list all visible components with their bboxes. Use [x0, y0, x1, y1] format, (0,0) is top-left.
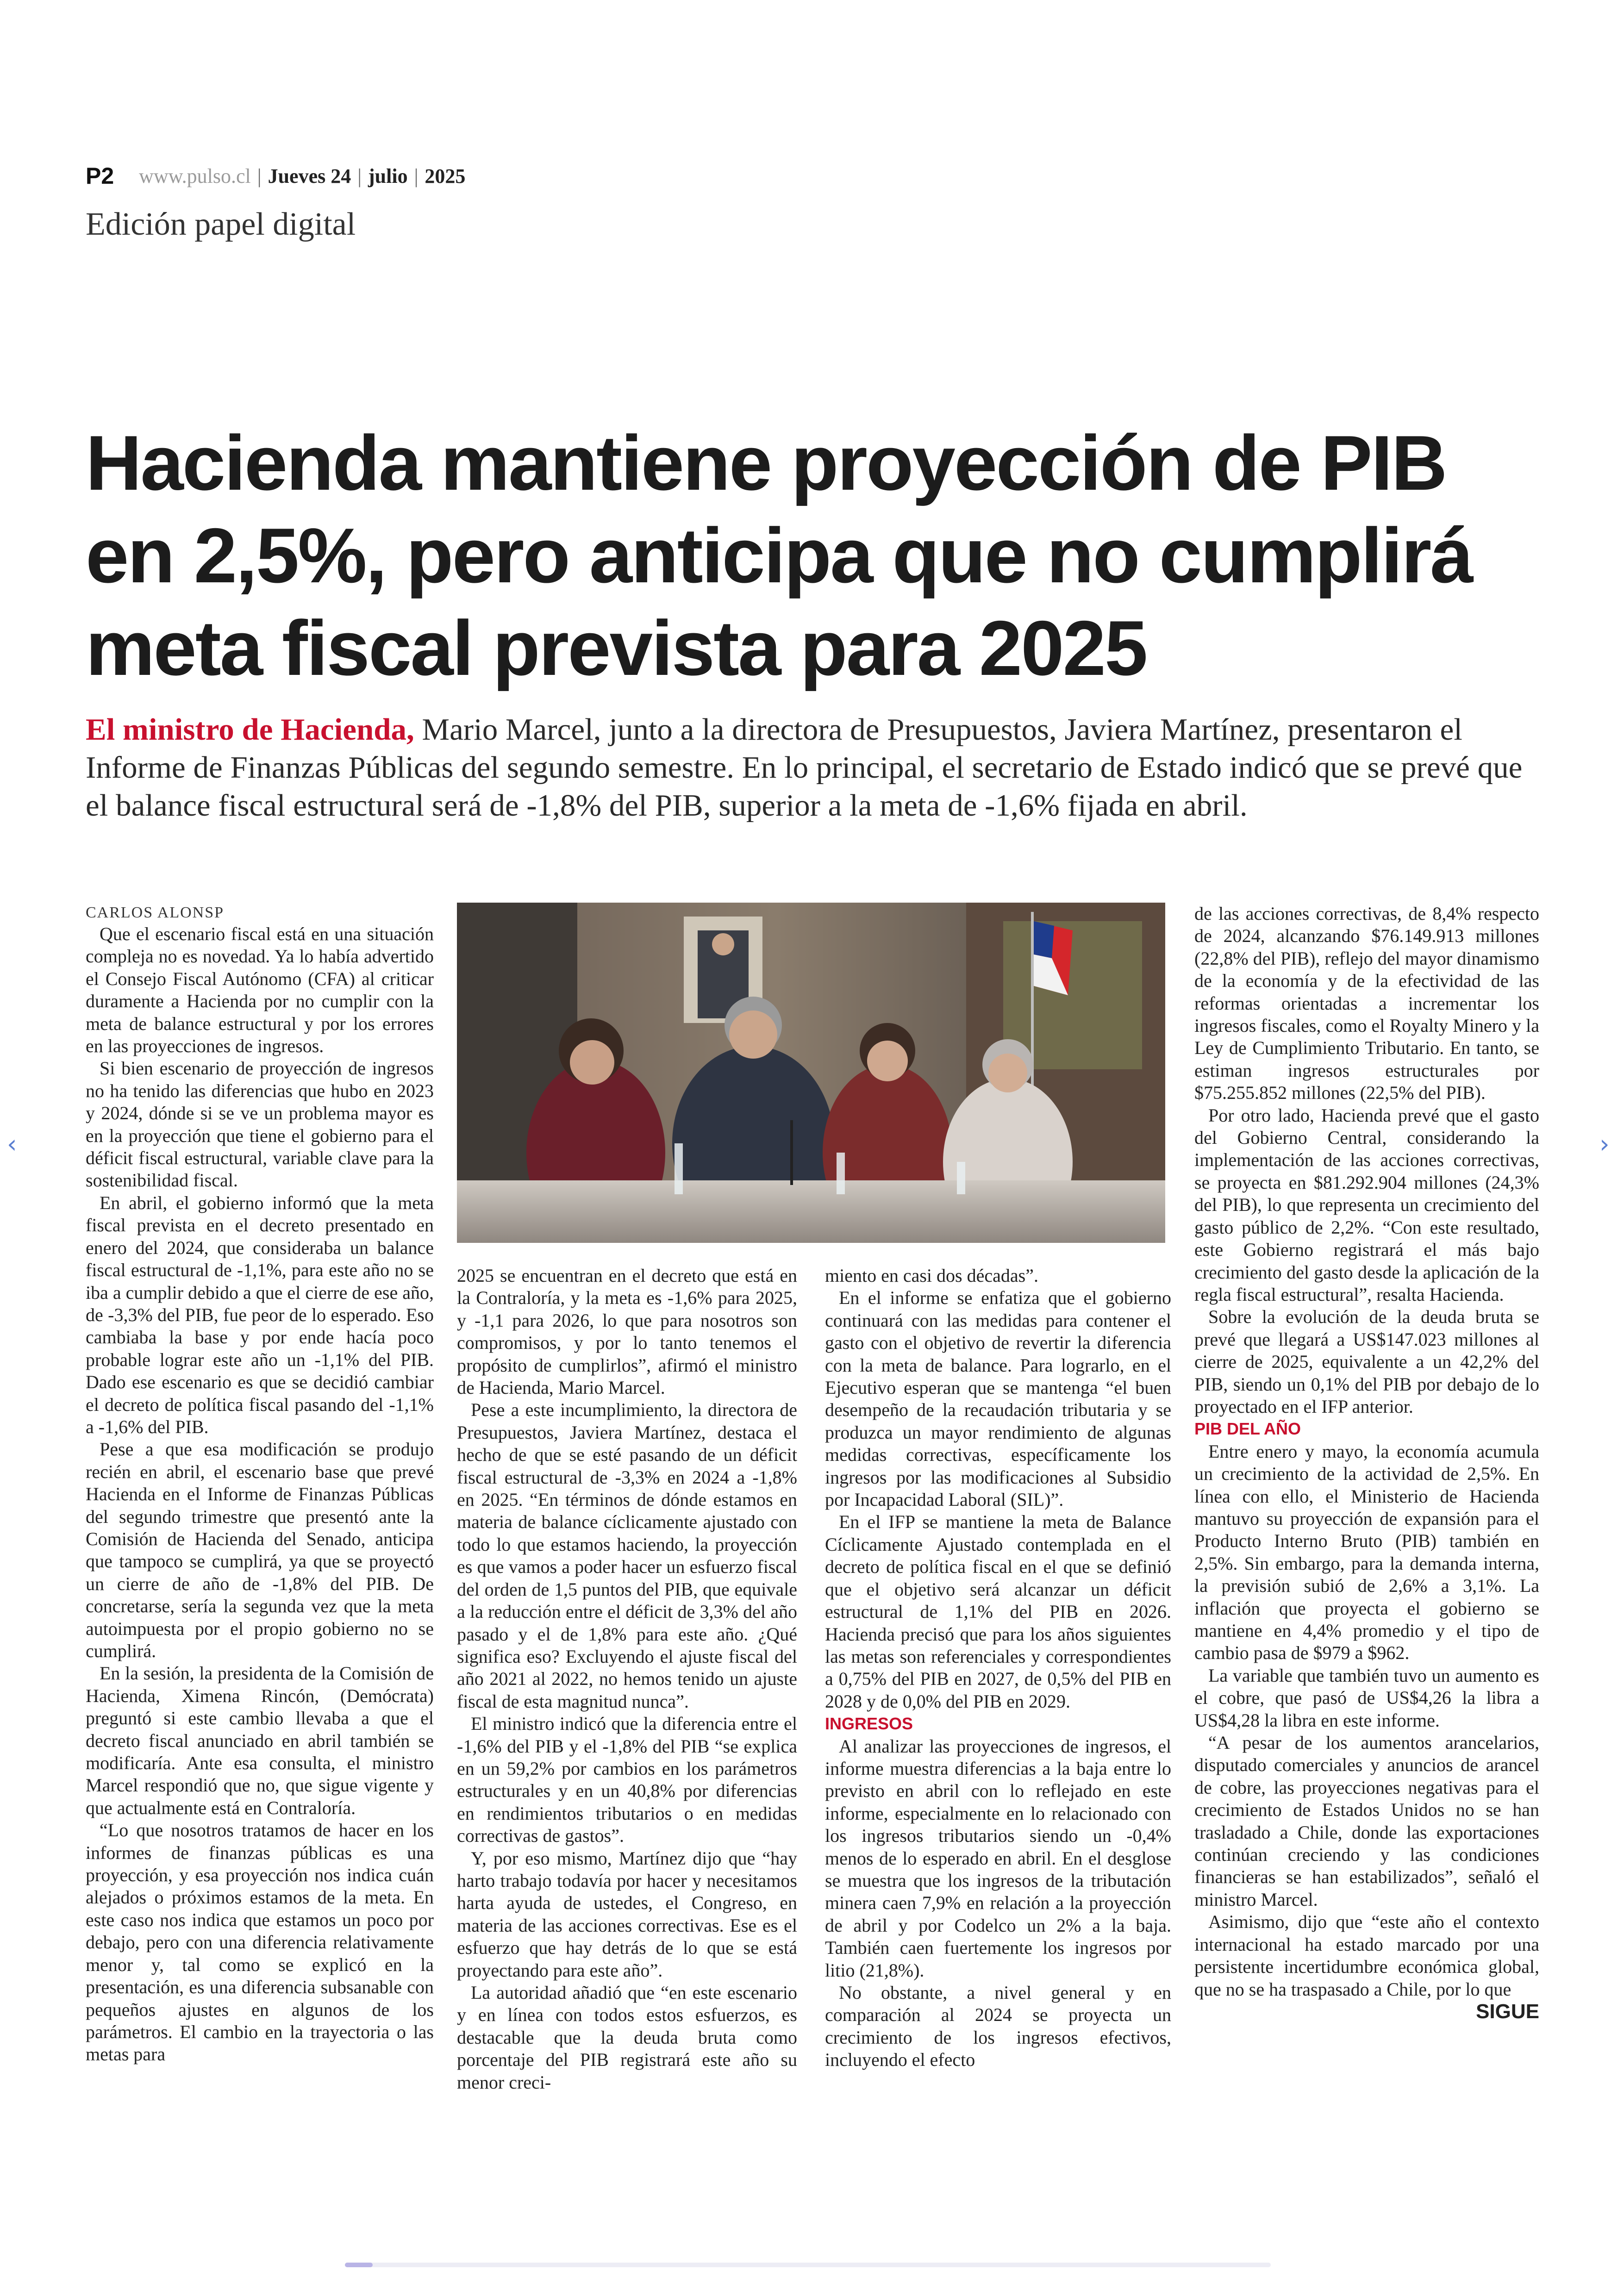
chevron-right-icon: ›	[1599, 1129, 1610, 1159]
paragraph: Pese a que esa modificación se produjo recién en abril, el escenario base que prevé Hacienda en el Informe de Finanzas Públicas del segundo trimestre que presentó ante la Comisión de Hacienda del Senado, anticipa que tampoco se cumplirá, ya que se proyectó un cierre de año de -1,8% del PIB. De concretarse, sería la segunda vez que la meta autoimpuesta por el propio gobierno no se cumplirá.	[86, 1439, 434, 1661]
date-year: 2025	[425, 164, 466, 187]
section-subhead: PIB DEL AÑO	[1194, 1419, 1301, 1439]
paragraph: 2025 se encuentran en el decreto que está en la Contraloría, y la meta es -1,6% para 2025, y -1,1 para 2026, lo que para nosotros son compromisos, y por lo tanto tenemos el propósito de cumplirlos”, afirmó el ministro de Hacienda, Mario Marcel.	[457, 1265, 797, 1398]
paragraph: “A pesar de los aumentos arancelarios, disputado comerciales y anuncios de arancel de cobre, las proyecciones negativas para el crecimiento de Estados Unidos no se han trasladado a Chile, donde las exportaciones continúan creciendo y las condiciones financieras se han estabilizados”, señaló el ministro Marcel.	[1194, 1732, 1539, 1910]
paragraph: La variable que también tuvo un aumento es el cobre, que pasó de US$4,26 la libra a US$4,28 la libra en este informe.	[1194, 1665, 1539, 1731]
page-progress-fill	[345, 2263, 373, 2267]
page-progress-bar[interactable]	[345, 2263, 1271, 2267]
paragraph: de las acciones correctivas, de 8,4% respecto de 2024, alcanzando $76.149.913 millones (22,8% del PIB), reflejo del mayor dinamismo de la economía y de la efectividad de las reformas orientadas a incrementar los ingresos fiscales, como el Royalty Minero y la Ley de Cumplimiento Tributario. En tanto, se estiman ingresos estructurales por $75.255.852 millones (22,5% del PIB).	[1194, 903, 1539, 1104]
column-1	[86, 903, 434, 2066]
chevron-left-icon: ‹	[7, 1129, 17, 1159]
column-2	[457, 1265, 797, 2094]
paragraph: En el IFP se mantiene la meta de Balance Cíclicamente Ajustado contemplada en el decreto de política fiscal en el que se definió que el objetivo será alcanzar un déficit estructural de 1,1% del PIB en 2026. Hacienda precisó que para los años siguientes las metas son referenciales y correspondientes a 0,75% del PIB en 2027, de 0,5% del PIB en 2028 y de 0,0% del PIB en 2029.	[825, 1511, 1171, 1712]
separator: |	[357, 164, 362, 187]
date-month: julio	[368, 164, 408, 187]
news-photo	[457, 903, 1165, 1243]
byline: CARLOS ALONSP	[86, 904, 225, 921]
paragraph: Pese a este incumplimiento, la directora de Presupuestos, Javiera Martínez, destaca el hecho de que se esté pasando de un déficit fiscal estructural de -3,3% en 2024 a -1,8% en 2025. “En términos de dónde estamos en materia de balance cíclicamente ajustado con todo lo que estamos haciendo, la proyección es que vamos a poder hacer un esfuerzo fiscal del orden de 1,5 puntos del PIB, que equivale a la reducción entre el déficit de 3,3% del año pasado y el de 1,8% para este año. ¿Qué significa eso? Excluyendo el ajuste fiscal del año 2021 al 2022, no hemos tenido un ajuste fiscal de esta magnitud nunca”.	[457, 1399, 797, 1712]
paragraph: Al analizar las proyecciones de ingresos, el informe muestra diferencias a la baja entre lo previsto en abril con lo reflejado en este informe, especialmente en lo relacionado con los ingresos tributarios siendo un -0,4% menos de lo esperado en abril. En el desglose se muestra que los ingresos de la tributación minera caen 7,9% en relación a la proyección de abril y por Codelco un 2% a la baja. También caen fuertemente los ingresos por litio (21,8%).	[825, 1735, 1171, 1981]
continue-label: SIGUE	[1476, 2000, 1539, 2023]
paragraph: Asimismo, dijo que “este año el contexto internacional ha estado marcado por una persistente incertidumbre económica global, que no se ha traspasado a Chile, por lo que	[1194, 1911, 1539, 2000]
prev-page-button[interactable]	[7, 1129, 17, 1159]
paragraph: miento en casi dos décadas”.	[825, 1265, 1038, 1286]
paragraph: Y, por eso mismo, Martínez dijo que “hay harto trabajo todavía por hacer y necesitamos harta ayuda de ustedes, el Congreso, en materia de las acciones correctivas. Ese es el esfuerzo que hay detrás de lo que se está proyectando para este año”.	[457, 1847, 797, 1981]
paragraph: Sobre la evolución de la deuda bruta se prevé que llegará a US$147.023 millones al cierre de 2025, equivalente a un 42,2% del PIB, siendo un 0,1% del PIB por debajo de lo proyectado en el IFP anterior.	[1194, 1306, 1539, 1417]
dek	[86, 711, 1544, 824]
separator: |	[257, 164, 262, 187]
paragraph: En el informe se enfatiza que el gobierno continuará con las medidas para contener el gasto con el objetivo de revertir la diferencia con la meta de balance. Para lograrlo, en el Ejecutivo esperan que se mantenga “el buen desempeño de la recaudación tributaria y se produzca un mayor rendimiento de algunas medidas correctivas, específicamente los ingresos por las modificaciones al Subsidio por Incapacidad Laboral (SIL)”.	[825, 1287, 1171, 1510]
column-3	[825, 1265, 1171, 2071]
section-subhead: INGRESOS	[825, 1714, 913, 1734]
paragraph: No obstante, a nivel general y en comparación al 2024 se proyecta un crecimiento de los ingresos efectivos, incluyendo el efecto	[825, 1982, 1171, 2070]
edition-label: Edición papel digital	[86, 206, 356, 242]
page-number: P2	[86, 163, 114, 189]
dek-lead: El ministro de Hacienda,	[86, 712, 414, 747]
dek-text: Mario Marcel, junto a la directora de Presupuestos, Javiera Martínez, presentaron el Informe de Finanzas Públicas del segundo semestre. En lo principal, el secretario de Estado indicó que se prevé que el balance fiscal estructural será de -1,8% del PIB, superior a la meta de -1,6% fijada en abril.	[86, 712, 1523, 823]
paragraph: “Lo que nosotros tratamos de hacer en los informes de finanzas públicas es una proyección, y esa proyección nos indica cuán alejados o próximos estamos de la meta. En este caso nos indica que estamos un poco por debajo, pero con una diferencia relativamente menor y, tal como se explicó en la presentación, es una diferencia subsanable con pequeños ajustes en algunos de los parámetros. El cambio en la trayectoria o las metas para	[86, 1820, 434, 2065]
paragraph: El ministro indicó que la diferencia entre el -1,6% del PIB y el -1,8% del PIB “se explica en un 59,2% por cambios en los parámetros estructurales y en un 40,8% por diferencias en rendimientos tributarios o en medidas correctivas de gastos”.	[457, 1713, 797, 1846]
date-day: Jueves 24	[268, 164, 351, 187]
paragraph: Por otro lado, Hacienda prevé que el gasto del Gobierno Central, considerando la implementación de las acciones correctivas, se proyecta en $81.292.904 millones (24,3% del PIB), lo que representa un crecimiento del gasto público de 2,2%. “Con este resultado, este Gobierno registrará el más bajo crecimiento del gasto desde la aplicación de la regla fiscal estructural”, resalta Hacienda.	[1194, 1104, 1539, 1305]
column-4	[1194, 903, 1539, 2023]
site-url: www.pulso.cl	[139, 164, 251, 187]
paragraph: En la sesión, la presidenta de la Comisión de Hacienda, Ximena Rincón, (Demócrata) preguntó si este cambio llevaba a que el decreto fiscal anunciado en abril también se modificaría. Ante esa consulta, el ministro Marcel respondió que no, que sigue vigente y que actualmente está en Contraloría.	[86, 1663, 434, 1818]
paragraph: La autoridad añadió que “en este escenario y en línea con todos estos esfuerzos, es destacable que la deuda bruta como porcentaje del PIB registrará este año su menor creci-	[457, 1982, 797, 2093]
paragraph: En abril, el gobierno informó que la meta fiscal prevista en el decreto presentado en enero del 2024, que consideraba un balance fiscal estructural de -1,1%, para este año no se iba a cumplir debido a que el cierre de ese año, de -3,3% del PIB, fue peor de lo esperado. Eso cambiaba la base y por ende hacía poco probable lograr este año un -1,1% del PIB. Dado ese escenario es que se decidió cambiar el decreto de política fiscal pasando del -1,1% a -1,6% del PIB.	[86, 1192, 434, 1437]
photo-illustration	[457, 903, 1165, 1243]
headline: Hacienda mantiene proyección de PIB en 2,5%, pero anticipa que no cumplirá meta fiscal prevista para 2025	[86, 419, 1472, 692]
page-header	[86, 160, 465, 192]
paragraph: Entre enero y mayo, la economía acumula un crecimiento de la actividad de 2,5%. En línea con ello, el Ministerio de Hacienda mantuvo su proyección de expansión para el Producto Interno Bruto (PIB) también en 2,5%. Sin embargo, para la demanda interna, la previsión subió de 2,6% a 3,1%. La inflación que proyecta el gobierno se mantiene en 4,4% promedio y el tipo de cambio pasa de $979 a $962.	[1194, 1441, 1539, 1664]
separator: |	[414, 164, 418, 187]
paragraph: Si bien escenario de proyección de ingresos no ha tenido las diferencias que hubo en 2023 y 2024, dónde si se ve un problema mayor es en la proyección que tiene el gobierno para el déficit fiscal estructural, variable clave para la sostenibilidad fiscal.	[86, 1058, 434, 1191]
next-page-button[interactable]	[1599, 1129, 1610, 1159]
paragraph: Que el escenario fiscal está en una situación compleja no es novedad. Ya lo había advertido el Consejo Fiscal Autónomo (CFA) al criticar duramente a Hacienda por no cumplir con la meta de balance estructural y por los errores en las proyecciones de ingresos.	[86, 923, 434, 1057]
